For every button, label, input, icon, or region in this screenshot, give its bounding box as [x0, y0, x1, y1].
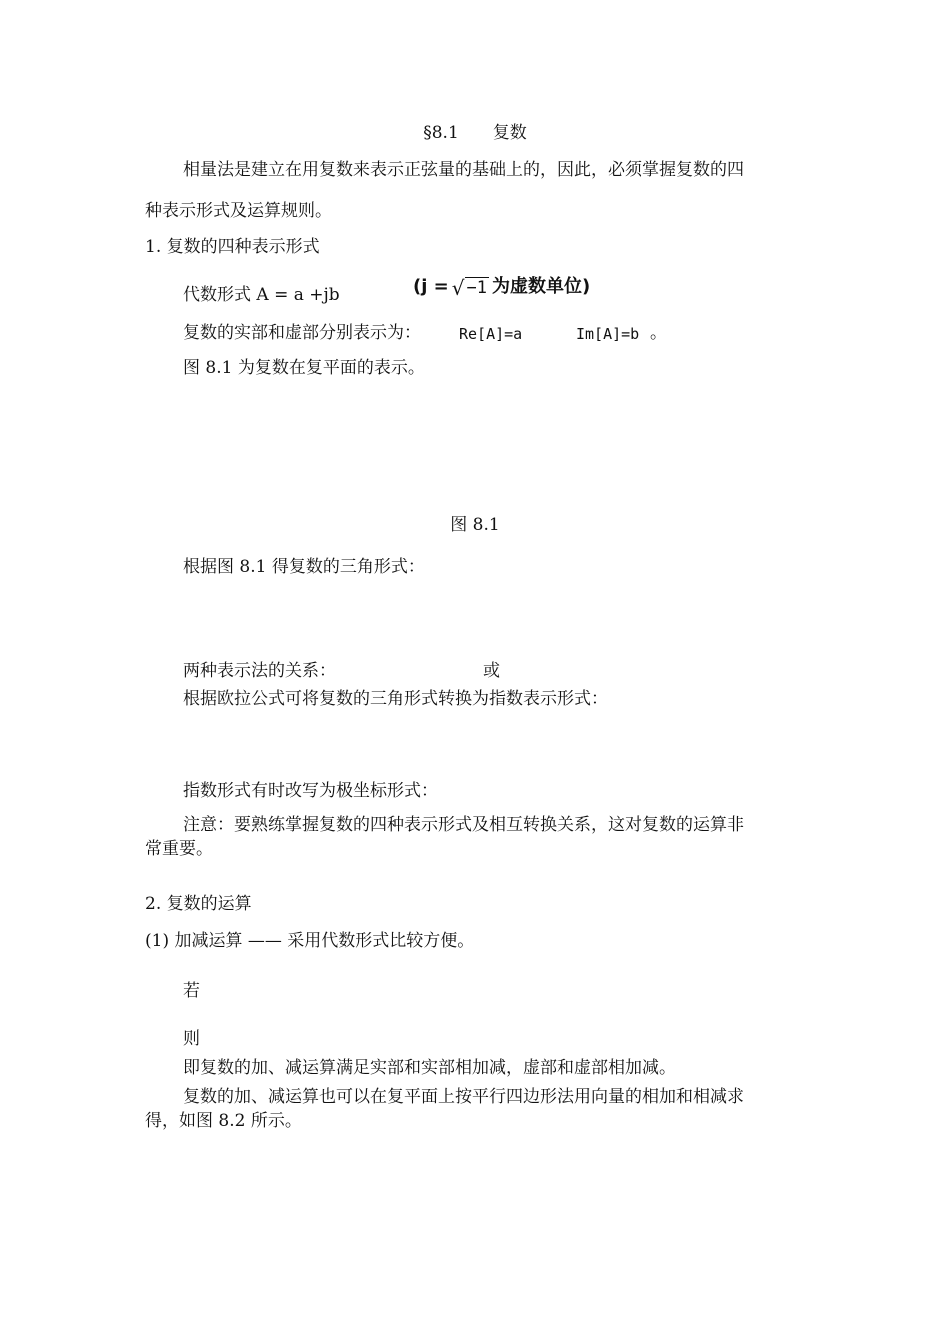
- real-part-expression: Re[A]=a: [459, 325, 523, 343]
- euler-intro: 根据欧拉公式可将复数的三角形式转换为指数表示形式：: [183, 689, 608, 709]
- square-root-symbol: [452, 277, 489, 298]
- add-sub-rule: 即复数的加、减运算满足实部和实部相加减，虚部和虚部相加减。: [183, 1058, 676, 1078]
- section-title: §8.1 复数: [423, 123, 527, 143]
- figure-intro: 图 8.1 为复数在复平面的表示。: [183, 358, 425, 378]
- radicand: −1: [466, 277, 487, 298]
- then-label: 则: [183, 1029, 200, 1049]
- graphical-method-line-2: 得，如图 8.2 所示。: [145, 1111, 302, 1131]
- trig-form-intro: 根据图 8.1 得复数的三角形式：: [183, 557, 425, 577]
- algebraic-form-line: 代数形式 A = a +jb: [183, 285, 340, 305]
- real-imag-label: 复数的实部和虚部分别表示为：: [183, 323, 421, 343]
- polar-form-intro: 指数形式有时改写为极坐标形式：: [183, 781, 438, 801]
- intro-paragraph-line-2: 种表示形式及运算规则。: [145, 201, 332, 221]
- intro-paragraph-line-1: 相量法是建立在用复数来表示正弦量的基础上的，因此，必须掌握复数的四: [183, 160, 744, 180]
- heading-operations: 2. 复数的运算: [145, 894, 252, 914]
- formula-suffix: 为虚数单位): [491, 276, 591, 297]
- figure-caption: 图 8.1: [450, 515, 500, 535]
- imag-part-expression: Im[A]=b: [576, 325, 640, 343]
- imaginary-unit-formula: [413, 275, 590, 299]
- formula-prefix: (j =: [413, 276, 449, 297]
- radical-sign-icon: √: [451, 275, 465, 300]
- relation-or: 或: [483, 661, 500, 681]
- sentence-period: 。: [650, 323, 667, 343]
- add-sub-heading: (1) 加减运算 —— 采用代数形式比较方便。: [145, 931, 475, 951]
- relation-label: 两种表示法的关系：: [183, 661, 336, 681]
- note-line-1: 注意：要熟练掌握复数的四种表示形式及相互转换关系，这对复数的运算非: [183, 815, 744, 835]
- note-line-2: 常重要。: [145, 839, 213, 859]
- graphical-method-line-1: 复数的加、减运算也可以在复平面上按平行四边形法用向量的相加和相减求: [183, 1087, 744, 1107]
- if-label: 若: [183, 981, 200, 1001]
- heading-four-forms: 1. 复数的四种表示形式: [145, 237, 320, 257]
